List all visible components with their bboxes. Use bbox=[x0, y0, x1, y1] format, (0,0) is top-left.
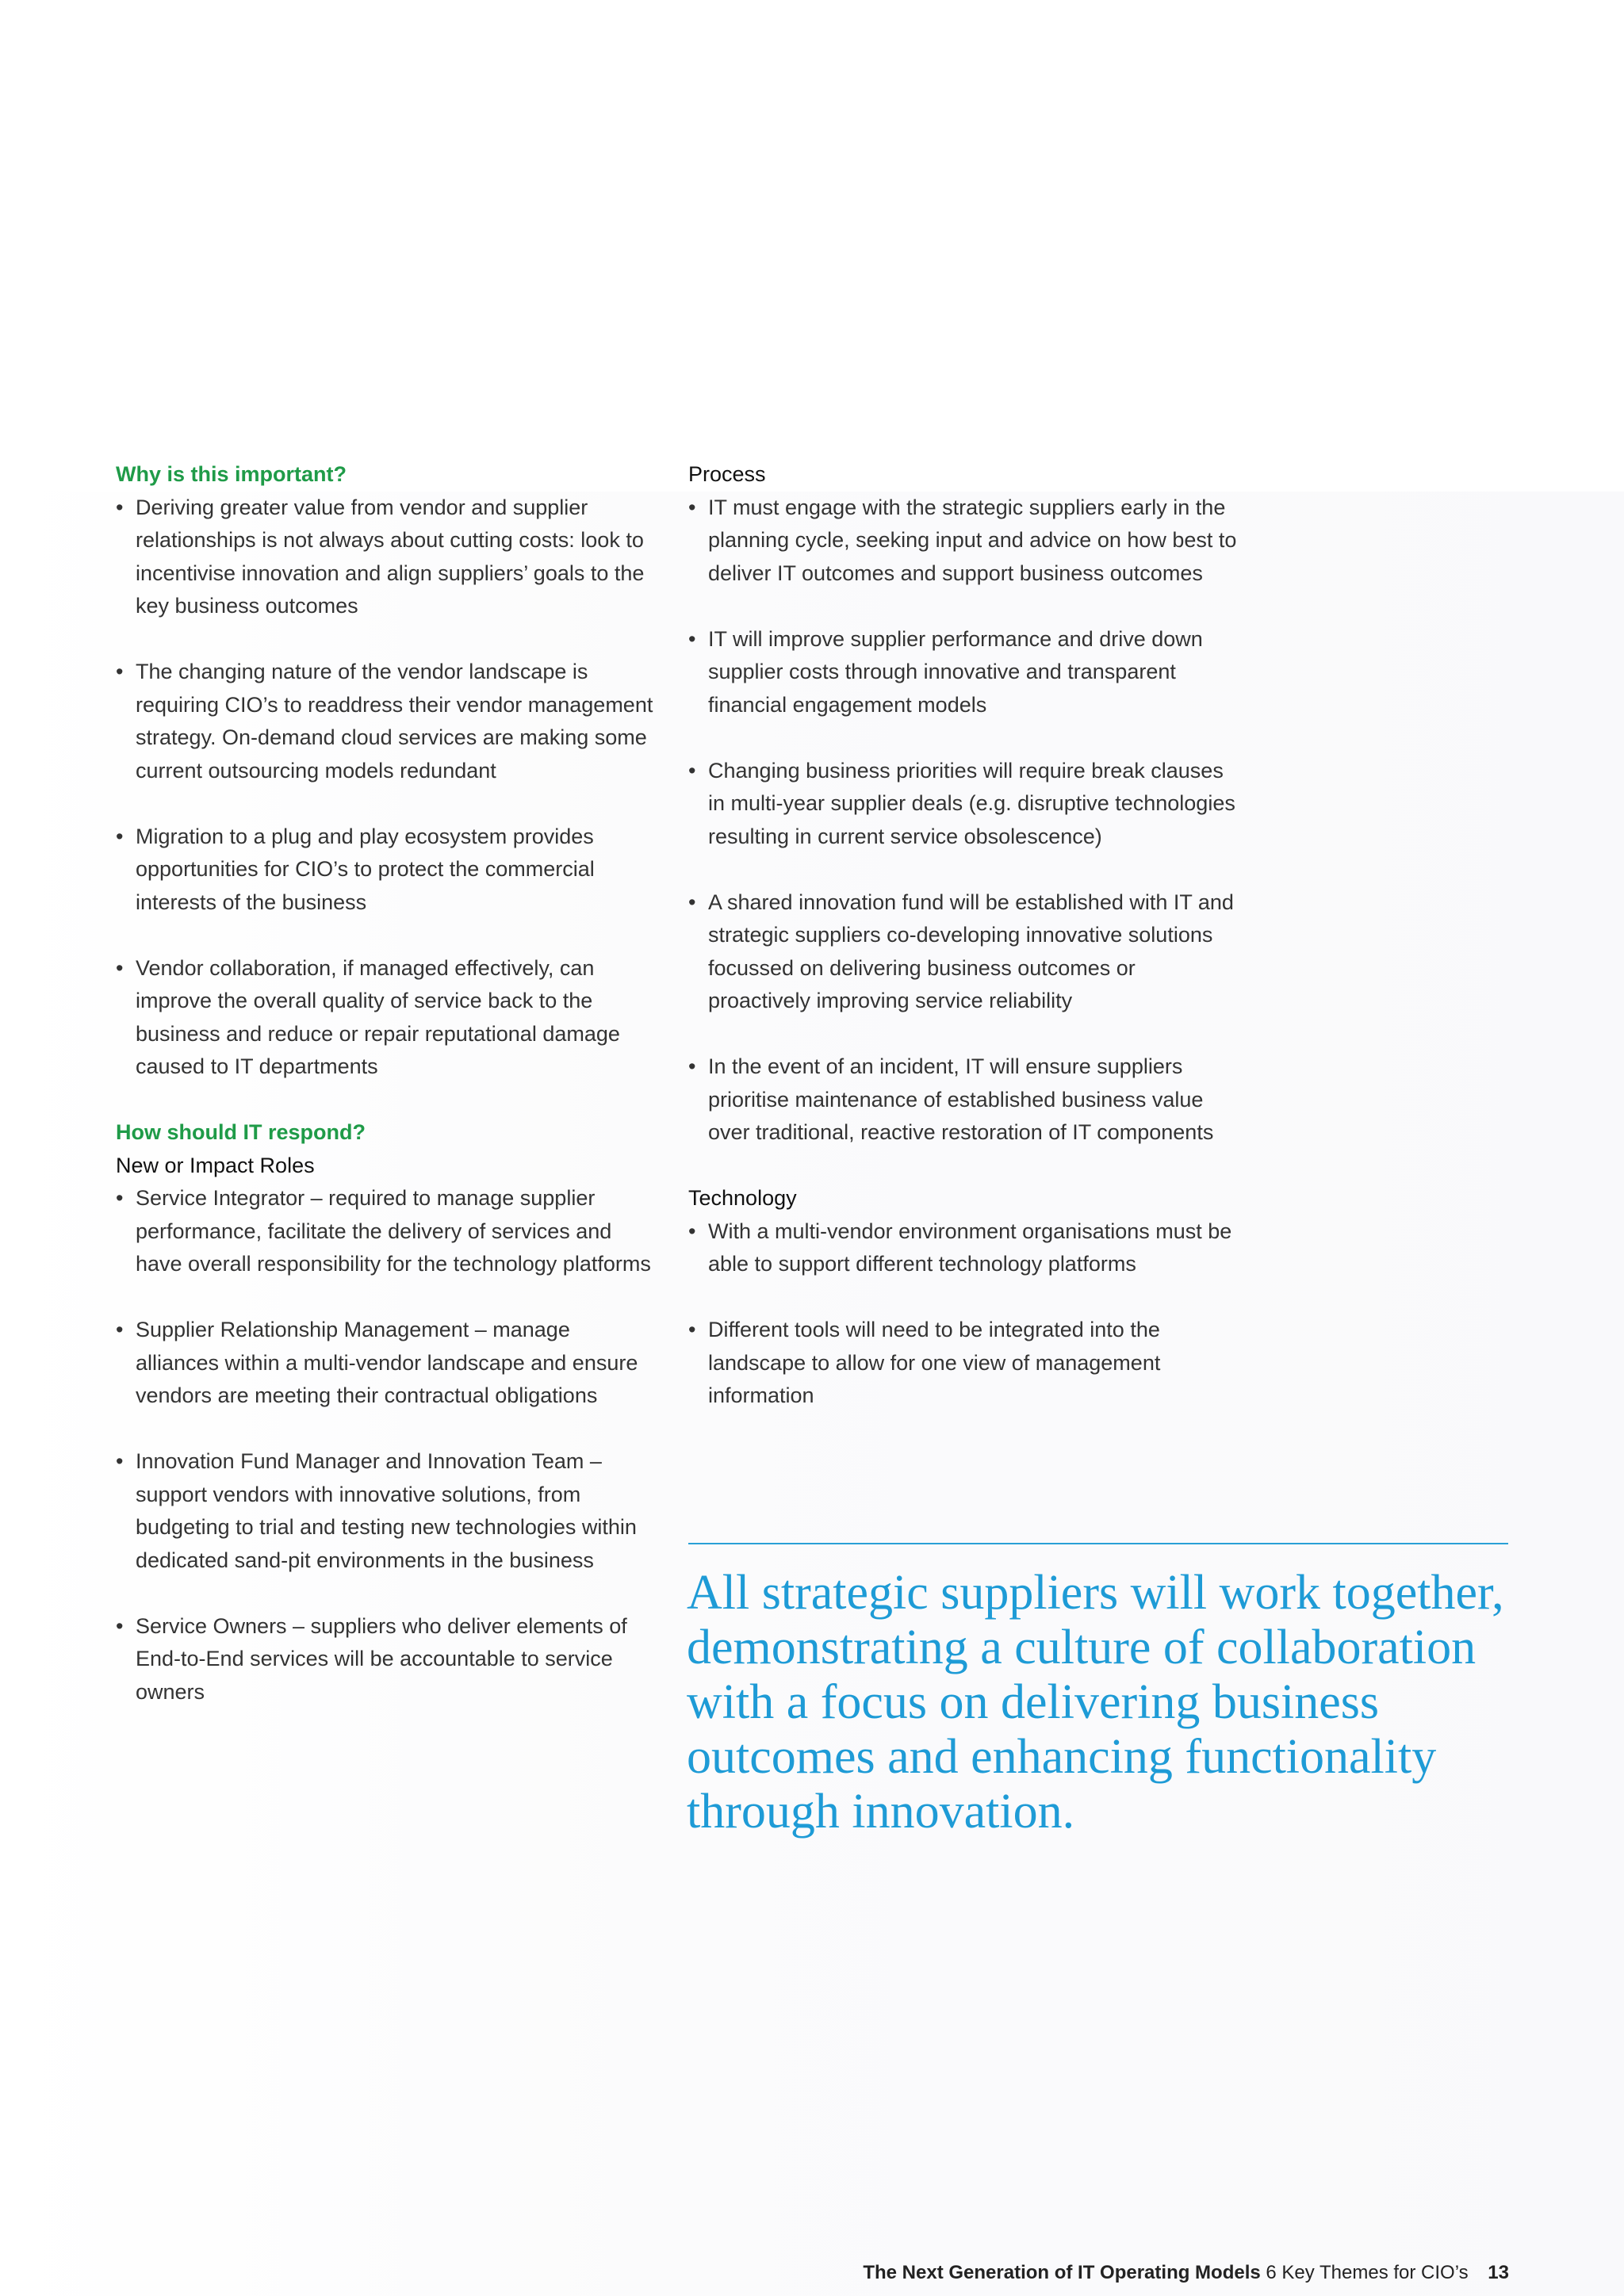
list-item: • Different tools will need to be integrated into the landscape to allow for one view of management information bbox=[688, 1314, 1243, 1413]
right-column bbox=[688, 458, 1243, 1445]
list-item: • Supplier Relationship Management – manage alliances within a multi-vendor landscape and ensure vendors are meeting their contractual obligations bbox=[116, 1314, 655, 1413]
pull-quote: All strategic suppliers will work together, demonstrating a culture of collaboration with a focus on delivering business outcomes and enhancing functionality through innovation. bbox=[687, 1566, 1504, 1839]
list-item: • Changing business priorities will require break clauses in multi-year supplier deals (e.g. disruptive technologies resulting in current service obsolescence) bbox=[688, 755, 1243, 854]
how-respond-heading: How should IT respond? bbox=[116, 1120, 366, 1144]
list-item: • Innovation Fund Manager and Innovation Team – support vendors with innovative solutions, from budgeting to trial and testing new technologies within dedicated sand-pit environments in the business bbox=[116, 1445, 655, 1577]
list-item: • In the event of an incident, IT will ensure suppliers prioritise maintenance of established business value over traditional, reactive restoration of IT components bbox=[688, 1050, 1243, 1150]
page-number: 13 bbox=[1488, 2262, 1509, 2283]
footer-subtitle: 6 Key Themes for CIO’s bbox=[1266, 2262, 1469, 2283]
list-item: • Service Owners – suppliers who deliver elements of End-to-End services will be accountable to service owners bbox=[116, 1610, 655, 1709]
why-important-list bbox=[116, 492, 655, 1084]
list-item: • Migration to a plug and play ecosystem provides opportunities for CIO’s to protect the commercial interests of the business bbox=[116, 821, 655, 920]
roles-list bbox=[116, 1182, 655, 1709]
page-footer bbox=[0, 2262, 1509, 2284]
list-item: • Deriving greater value from vendor and supplier relationships is not always about cutting costs: look to incentivise innovation and align suppliers’ goals to the key business outcomes bbox=[116, 492, 655, 623]
footer-title: The Next Generation of IT Operating Models bbox=[863, 2262, 1261, 2283]
list-item: • Vendor collaboration, if managed effectively, can improve the overall quality of service back to the business and reduce or repair reputational damage caused to IT departments bbox=[116, 952, 655, 1084]
technology-subheading: Technology bbox=[688, 1186, 797, 1210]
roles-subheading: New or Impact Roles bbox=[116, 1153, 315, 1177]
list-item: • The changing nature of the vendor landscape is requiring CIO’s to readdress their vendor management strategy. On-demand cloud services are making some current outsourcing models redundant bbox=[116, 656, 655, 787]
list-item: • Service Integrator – required to manage supplier performance, facilitate the delivery of services and have overall responsibility for the technology platforms bbox=[116, 1182, 655, 1281]
list-item: • With a multi-vendor environment organisations must be able to support different technology platforms bbox=[688, 1215, 1243, 1281]
why-important-heading: Why is this important? bbox=[116, 462, 347, 486]
process-subheading: Process bbox=[688, 462, 766, 486]
technology-list bbox=[688, 1215, 1243, 1413]
quote-divider bbox=[688, 1543, 1508, 1544]
list-item: • A shared innovation fund will be established with IT and strategic suppliers co-developing innovative solutions focussed on delivering business outcomes or proactively improving service reliability bbox=[688, 886, 1243, 1018]
list-item: • IT will improve supplier performance and drive down supplier costs through innovative and transparent financial engagement models bbox=[688, 623, 1243, 722]
process-list bbox=[688, 492, 1243, 1150]
left-column bbox=[116, 458, 655, 1742]
list-item: • IT must engage with the strategic suppliers early in the planning cycle, seeking input and advice on how best to deliver IT outcomes and support business outcomes bbox=[688, 492, 1243, 591]
